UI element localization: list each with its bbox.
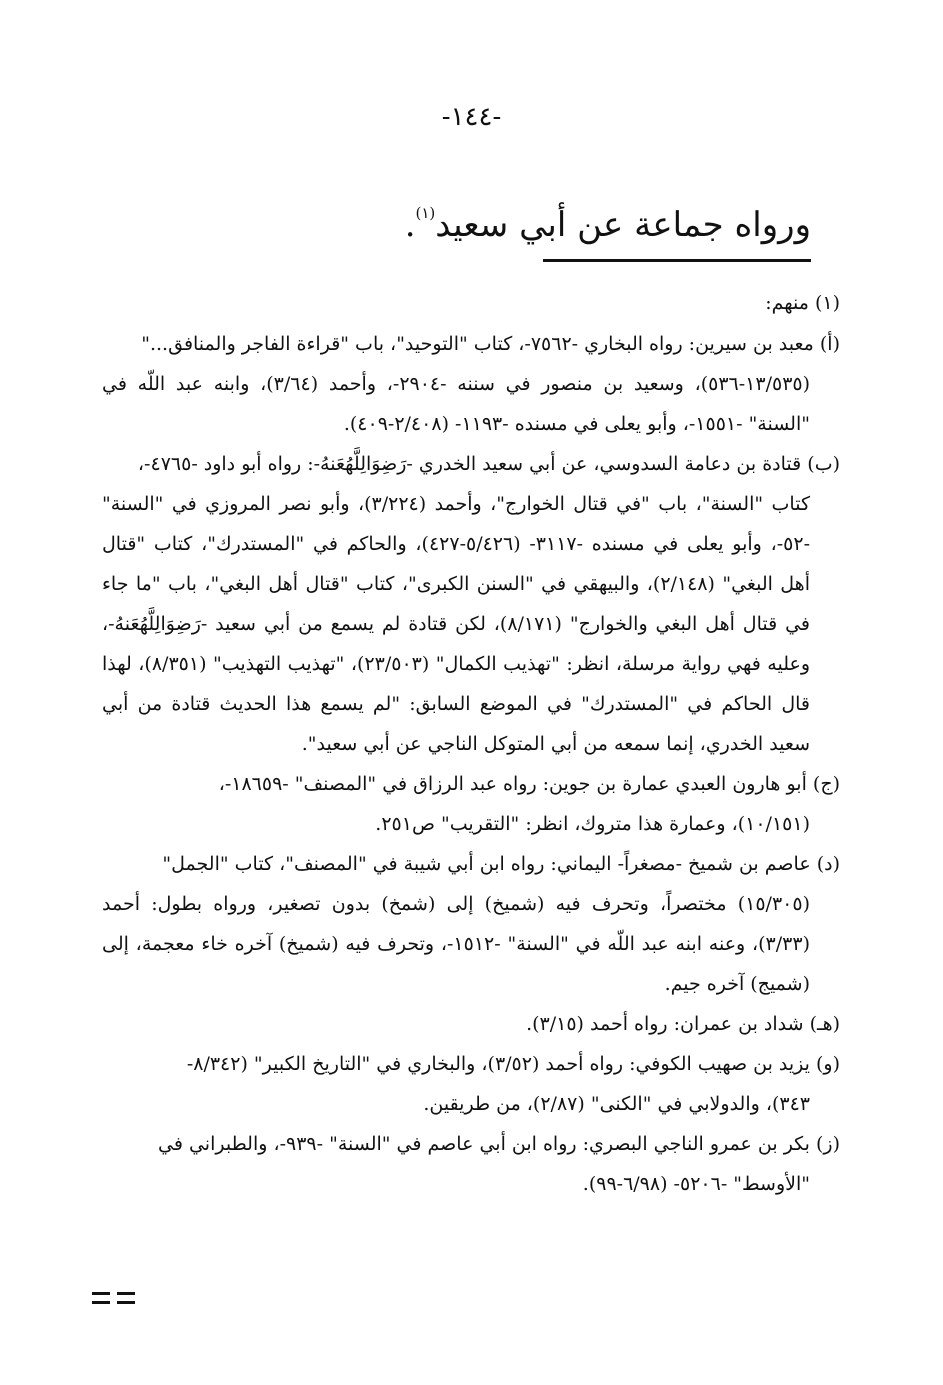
footnote-f-rest: ٣٤٣)، والدولابي في "الكنى" (٢/٨٧)، من طريقين. — [423, 1093, 810, 1115]
footnote-b-first: (ب) قتادة بن دعامة السدوسي، عن أبي سعيد الخدري -رَضِوَالِلَّهُعَنهُ-: رواه أبو داود -٤٧٦٥-، — [137, 453, 840, 475]
footnotes-intro: (١) منهم: — [765, 292, 840, 314]
footnote-a-first: (أ) معبد بن سيرين: رواه البخاري -٧٥٦٢-، كتاب "التوحيد"، باب "قراءة الفاجر والمنافق..." — [141, 333, 840, 355]
footnote-e-first: (هـ) شداد بن عمران: رواه أحمد (٣/١٥). — [526, 1013, 840, 1035]
footnote-d-rest: (١٥/٣٠٥) مختصراً، وتحرف فيه (شميخ) إلى (شمخ) بدون تصغير، ورواه بطول: أحمد (٣/٣٣)، وعنه ابنه عبد اللّه في "السنة" -١٥١٢-، وتحرف فيه (شميخ) آخره خاء معجمة، إلى (شميج) آخره جيم. — [102, 893, 810, 995]
main-text-end: . — [404, 205, 416, 245]
footnote-g — [102, 1124, 840, 1204]
main-text — [111, 188, 811, 250]
page-number: -١٤٤- — [441, 102, 502, 132]
footnote-a-rest: (١٣/٥٣٥-٥٣٦)، وسعيد بن منصور في سننه -٢٩٠٤-، وأحمد (٣/٦٤)، وابنه عبد اللّه في "السنة" -١٥٥١-، وأبو يعلى في مسنده -١١٩٣- (٢/٤٠٨-٤٠٩). — [102, 373, 811, 435]
footnote-g-rest: "الأوسط" -٥٢٠٦- (٦/٩٨-٩٩). — [582, 1173, 810, 1195]
footnote-b-rest: كتاب "السنة"، باب "في قتال الخوارج"، وأحمد (٣/٢٢٤)، وأبو نصر المروزي في "السنة" -٥٢-، وأبو يعلى في مسنده -٣١١٧- (٥/٤٢٦-٤٢٧)، والحاكم في "المستدرك"، كتاب "قتال أهل البغي" (٢/١٤٨)، والبيهقي في "السنن الكبرى"، كتاب "قتال أهل البغي"، باب "ما جاء في قتال أهل البغي والخوارج" (٨/١٧١)، لكن قتادة لم يسمع من أبي سعيد -رَضِوَالِلَّهُعَنهُ-، وعليه فهي رواية مرسلة، انظر: "تهذيب الكمال" (٢٣/٥٠٣)، "تهذيب التهذيب" (٨/٣٥١)، لهذا قال الحاكم في "المستدرك" في الموضع السابق: "لم يسمع هذا الحديث قتادة من أبي سعيد الخدري، إنما سمعه من أبي المتوكل الناجي عن أبي سعيد". — [102, 493, 810, 755]
footnote-c — [102, 764, 840, 844]
footnote-d — [102, 844, 840, 1004]
footnote-a — [102, 324, 840, 444]
footnote-c-first: (ج) أبو هارون العبدي عمارة بن جوين: رواه عبد الرزاق في "المصنف" -١٨٦٥٩-، — [218, 773, 840, 795]
footnote-e — [102, 1004, 840, 1044]
footnotes — [102, 283, 840, 1204]
main-text-body: ورواه جماعة عن أبي سعيد — [435, 205, 811, 245]
footnote-f — [102, 1044, 840, 1124]
footnote-f-first: (و) يزيد بن صهيب الكوفي: رواه أحمد (٣/٥٢)، والبخاري في "التاريخ الكبير" (٨/٣٤٢- — [186, 1053, 840, 1075]
footnote-divider — [543, 259, 811, 262]
footnote-b — [102, 444, 840, 764]
footnote-g-first: (ز) بكر بن عمرو الناجي البصري: رواه ابن أبي عاصم في "السنة" -٩٣٩-، والطبراني في — [158, 1133, 840, 1155]
continuation-mark — [92, 1292, 138, 1310]
footnote-ref: (١) — [415, 204, 436, 222]
footnote-c-rest: (١٠/١٥١)، وعمارة هذا متروك، انظر: "التقريب" ص٢٥١. — [375, 813, 810, 835]
footnote-d-first: (د) عاصم بن شميخ -مصغراً- اليماني: رواه ابن أبي شيبة في "المصنف"، كتاب "الجمل" — [162, 853, 840, 875]
